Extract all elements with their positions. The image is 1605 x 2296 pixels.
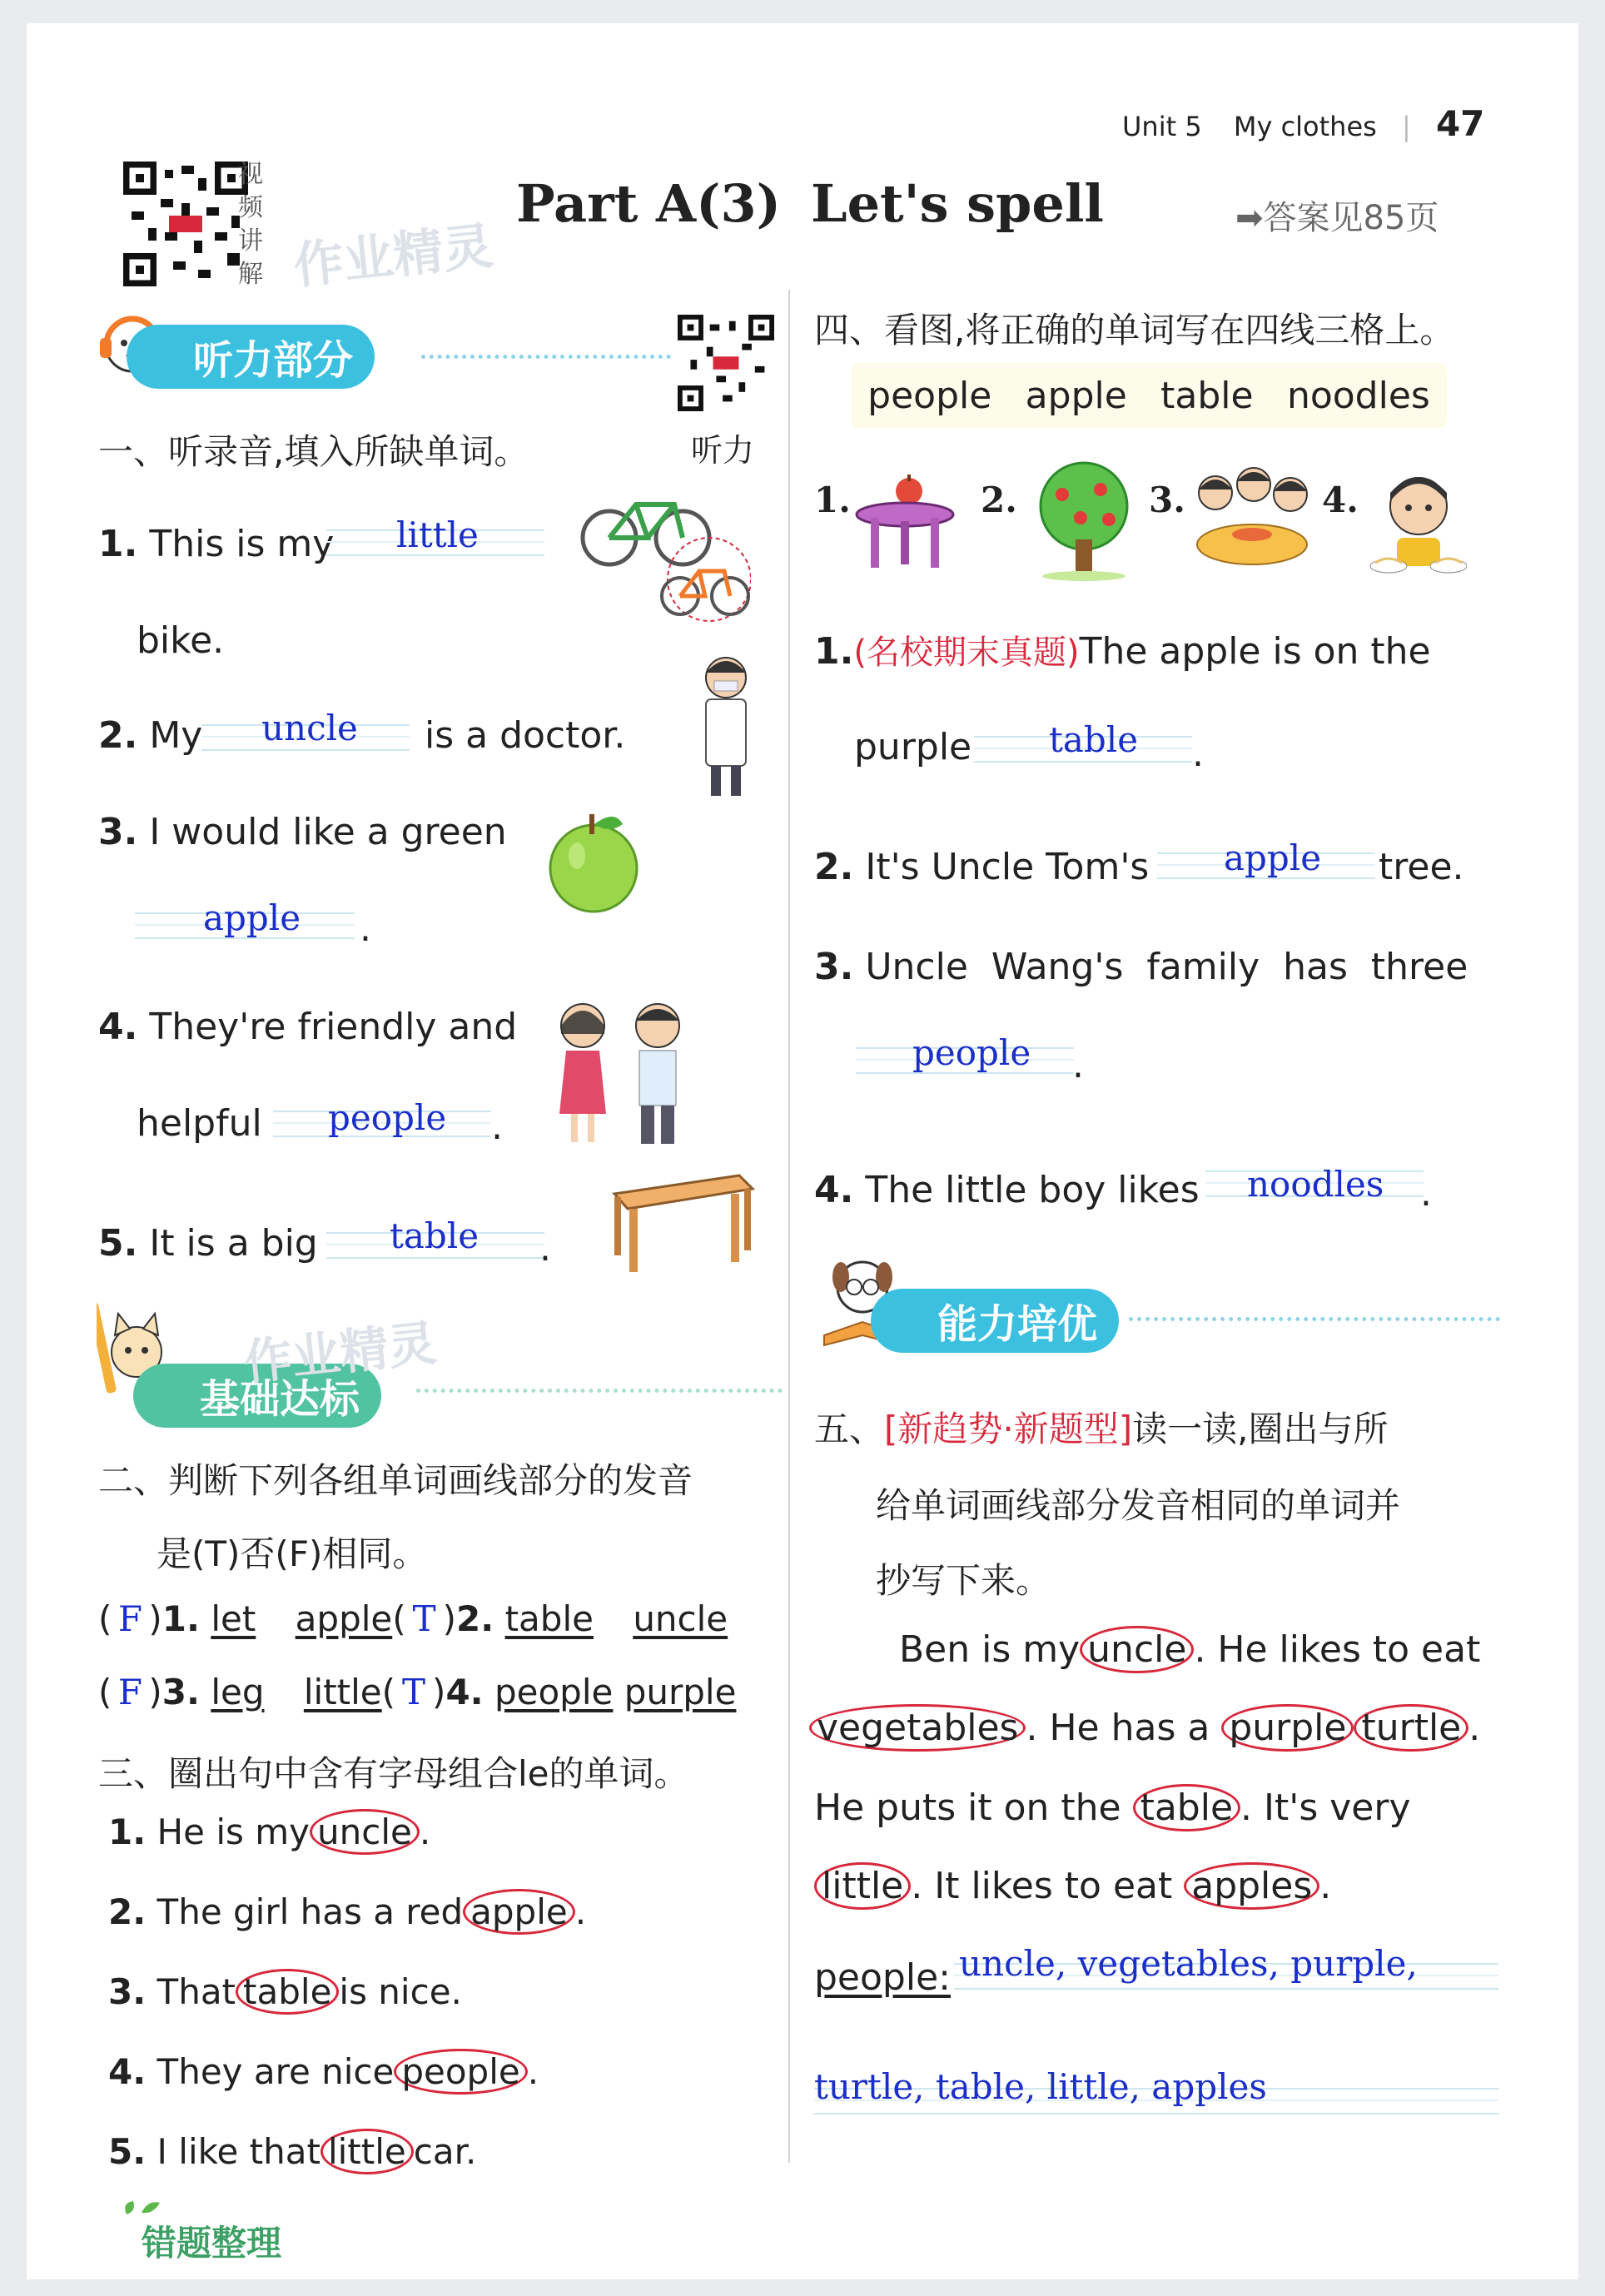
circled-word[interactable]: little bbox=[814, 1862, 911, 1910]
answer-s4-3[interactable]: people bbox=[912, 1032, 1031, 1073]
word: apple bbox=[295, 1598, 393, 1639]
listening-banner: 听力部分 bbox=[127, 325, 375, 389]
answer-4[interactable]: people bbox=[328, 1097, 447, 1138]
answer-mark[interactable]: T bbox=[402, 1672, 426, 1712]
watermark: 作业精灵 bbox=[241, 1314, 440, 1391]
listening-item-3: 3. I would like a green bbox=[98, 811, 507, 853]
period: . bbox=[360, 907, 371, 950]
passage-line-3: He puts it on the table . It's very bbox=[814, 1787, 1411, 1829]
exam-tag: (名校期末真题) bbox=[853, 634, 1080, 672]
passage-line-1: Ben is my uncle . He likes to eat bbox=[899, 1628, 1480, 1671]
word-bank-item: apple bbox=[1025, 374, 1127, 417]
period: . bbox=[1420, 1172, 1432, 1215]
bicycles-image bbox=[576, 480, 751, 629]
circled-word[interactable]: uncle bbox=[1080, 1626, 1194, 1673]
section4-heading: 四、看图,将正确的单词写在四线三格上。 bbox=[814, 310, 1455, 350]
unit-label: Unit 5 bbox=[1122, 111, 1202, 142]
answer-s4-1[interactable]: table bbox=[1049, 719, 1139, 760]
boy-noodles-image bbox=[1367, 461, 1467, 583]
answer-reference: ➡答案见85页 bbox=[1235, 199, 1439, 237]
lesson-title: Let's spell bbox=[811, 173, 1104, 234]
word: purple bbox=[624, 1672, 737, 1712]
circle-item-1: 1. He is my uncle . bbox=[108, 1811, 430, 1852]
section4-item-1: 1.(名校期末真题)The apple is on the bbox=[814, 630, 1431, 673]
section1-heading: 一、听录音,填入所缺单词。 bbox=[98, 431, 529, 472]
qr-code-video[interactable] bbox=[123, 162, 248, 286]
word-bank-item: noodles bbox=[1286, 374, 1430, 417]
two-people-image bbox=[541, 997, 708, 1150]
worksheet-page bbox=[27, 23, 1578, 2279]
passage-line-2: vegetables . He has a purple turtle . bbox=[809, 1707, 1480, 1749]
answer-mark[interactable]: T bbox=[412, 1598, 436, 1639]
circle-item-3: 3. That table is nice. bbox=[108, 1971, 462, 2012]
word-bank bbox=[851, 363, 1447, 428]
listening-item-4-cont: helpful bbox=[137, 1102, 262, 1145]
sprout-icon bbox=[118, 2198, 168, 2218]
section4-item-3: 3. Uncle Wang's family has three bbox=[814, 946, 1468, 988]
answer-1[interactable]: little bbox=[396, 514, 479, 555]
word: little bbox=[303, 1672, 382, 1712]
circled-word[interactable]: uncle bbox=[310, 1809, 420, 1855]
running-header: Unit 5 My clothes | 47 bbox=[1122, 103, 1485, 144]
period: . bbox=[491, 1106, 503, 1148]
banner-dots bbox=[416, 1389, 783, 1393]
answer-3[interactable]: apple bbox=[203, 897, 301, 938]
passage-line-4: little . It likes to eat apples . bbox=[814, 1865, 1331, 1907]
section3-heading: 三、圈出句中含有字母组合le的单词。 bbox=[98, 1753, 689, 1794]
trend-tag: [新趋势·新题型] bbox=[884, 1409, 1133, 1449]
section4-item-2-post: tree. bbox=[1379, 846, 1464, 888]
unit-topic: My clothes bbox=[1233, 111, 1377, 142]
listening-item-1-cont: bike. bbox=[137, 619, 225, 662]
wooden-table-image bbox=[606, 1169, 758, 1277]
circle-item-4: 4. They are nice people . bbox=[108, 2051, 539, 2092]
circled-word[interactable]: little bbox=[321, 2129, 414, 2174]
pronunciation-row-2: ( F )3. leg little( T )4. people purple bbox=[98, 1672, 737, 1712]
arrow-right-icon: ➡ bbox=[1235, 199, 1264, 237]
answer-mark[interactable]: F bbox=[117, 1598, 142, 1639]
green-apple-image bbox=[539, 806, 648, 914]
answer-5[interactable]: table bbox=[390, 1215, 480, 1256]
listening-item-4: 4. They're friendly and bbox=[98, 1006, 518, 1048]
word: let bbox=[211, 1598, 256, 1639]
answer-s4-4[interactable]: noodles bbox=[1247, 1164, 1384, 1205]
prompt-word: people: bbox=[814, 1956, 951, 1999]
qr-listening-label: 听力 bbox=[691, 432, 755, 469]
ability-banner: 能力培优 bbox=[871, 1289, 1119, 1353]
family-dinner-image bbox=[1189, 463, 1314, 579]
qr-code-listening[interactable] bbox=[678, 315, 774, 411]
circle-item-2: 2. The girl has a red apple . bbox=[108, 1891, 586, 1932]
circle-item-5: 5. I like that little car. bbox=[108, 2131, 476, 2172]
circled-word[interactable]: apples bbox=[1184, 1862, 1319, 1910]
picture-number: 1. bbox=[814, 480, 851, 520]
circled-word[interactable]: table bbox=[1133, 1784, 1240, 1831]
listening-item-2-post: is a doctor. bbox=[425, 714, 626, 757]
answer-mark[interactable]: F bbox=[117, 1672, 142, 1712]
answer-s4-2[interactable]: apple bbox=[1224, 837, 1322, 878]
circled-word[interactable]: people bbox=[394, 2049, 527, 2095]
answer-s5-1[interactable]: uncle, vegetables, purple, bbox=[959, 1943, 1418, 1984]
period: . bbox=[539, 1227, 551, 1270]
section2-heading: 二、判断下列各组单词画线部分的发音 bbox=[98, 1460, 693, 1501]
word: uncle bbox=[633, 1598, 728, 1639]
circled-word[interactable]: turtle bbox=[1354, 1704, 1468, 1752]
listening-item-2: 2. My bbox=[98, 714, 203, 757]
part-title: Part A(3) bbox=[516, 173, 781, 234]
banner-dots bbox=[1129, 1317, 1500, 1321]
circled-word[interactable]: purple bbox=[1221, 1704, 1354, 1752]
doctor-image bbox=[693, 653, 759, 803]
error-review-label: 错题整理 bbox=[142, 2223, 282, 2264]
page-number: 47 bbox=[1435, 103, 1485, 144]
circled-word[interactable]: table bbox=[236, 1969, 339, 2015]
section4-item-2: 2. It's Uncle Tom's bbox=[814, 846, 1150, 888]
word: table bbox=[504, 1598, 594, 1639]
apple-tree-image bbox=[1026, 460, 1142, 581]
circled-word[interactable]: vegetables bbox=[809, 1704, 1026, 1752]
period: . bbox=[1192, 733, 1204, 775]
qr-side-text: 视频讲解 bbox=[238, 160, 263, 289]
banner-dots bbox=[421, 355, 671, 359]
basics-banner: 基础达标 bbox=[133, 1364, 381, 1428]
answer-2[interactable]: uncle bbox=[261, 708, 358, 748]
answer-s5-2[interactable]: turtle, table, little, apples bbox=[814, 2066, 1267, 2107]
watermark: 作业精灵 bbox=[291, 216, 496, 296]
picture-number: 3. bbox=[1149, 480, 1185, 520]
listening-item-1: 1. This is my bbox=[98, 523, 335, 565]
section4-item-1-cont: purple bbox=[854, 726, 972, 768]
word-bank-item: table bbox=[1160, 374, 1254, 417]
listening-item-5: 5. It is a big bbox=[98, 1222, 318, 1265]
section5-heading-cont2: 抄写下来。 bbox=[876, 1560, 1051, 1601]
picture-number: 2. bbox=[981, 480, 1017, 520]
picture-number: 4. bbox=[1322, 480, 1359, 520]
column-divider bbox=[788, 290, 790, 2163]
word: leg bbox=[211, 1672, 265, 1712]
word: people bbox=[494, 1672, 614, 1712]
pronunciation-row-1: ( F )1. let apple( T )2. table uncle bbox=[98, 1598, 728, 1639]
word-bank-item: people bbox=[867, 374, 992, 417]
circled-word[interactable]: apple bbox=[463, 1889, 575, 1935]
section5-heading: 五、[新趋势·新题型]读一读,圈出与所 bbox=[814, 1409, 1389, 1449]
section2-heading-cont: 是(T)否(F)相同。 bbox=[157, 1533, 428, 1574]
period: . bbox=[1072, 1044, 1084, 1086]
purple-table-apple-image bbox=[851, 466, 959, 574]
section4-item-4: 4. The little boy likes bbox=[814, 1169, 1200, 1211]
section5-heading-cont: 给单词画线部分发音相同的单词并 bbox=[876, 1485, 1401, 1526]
